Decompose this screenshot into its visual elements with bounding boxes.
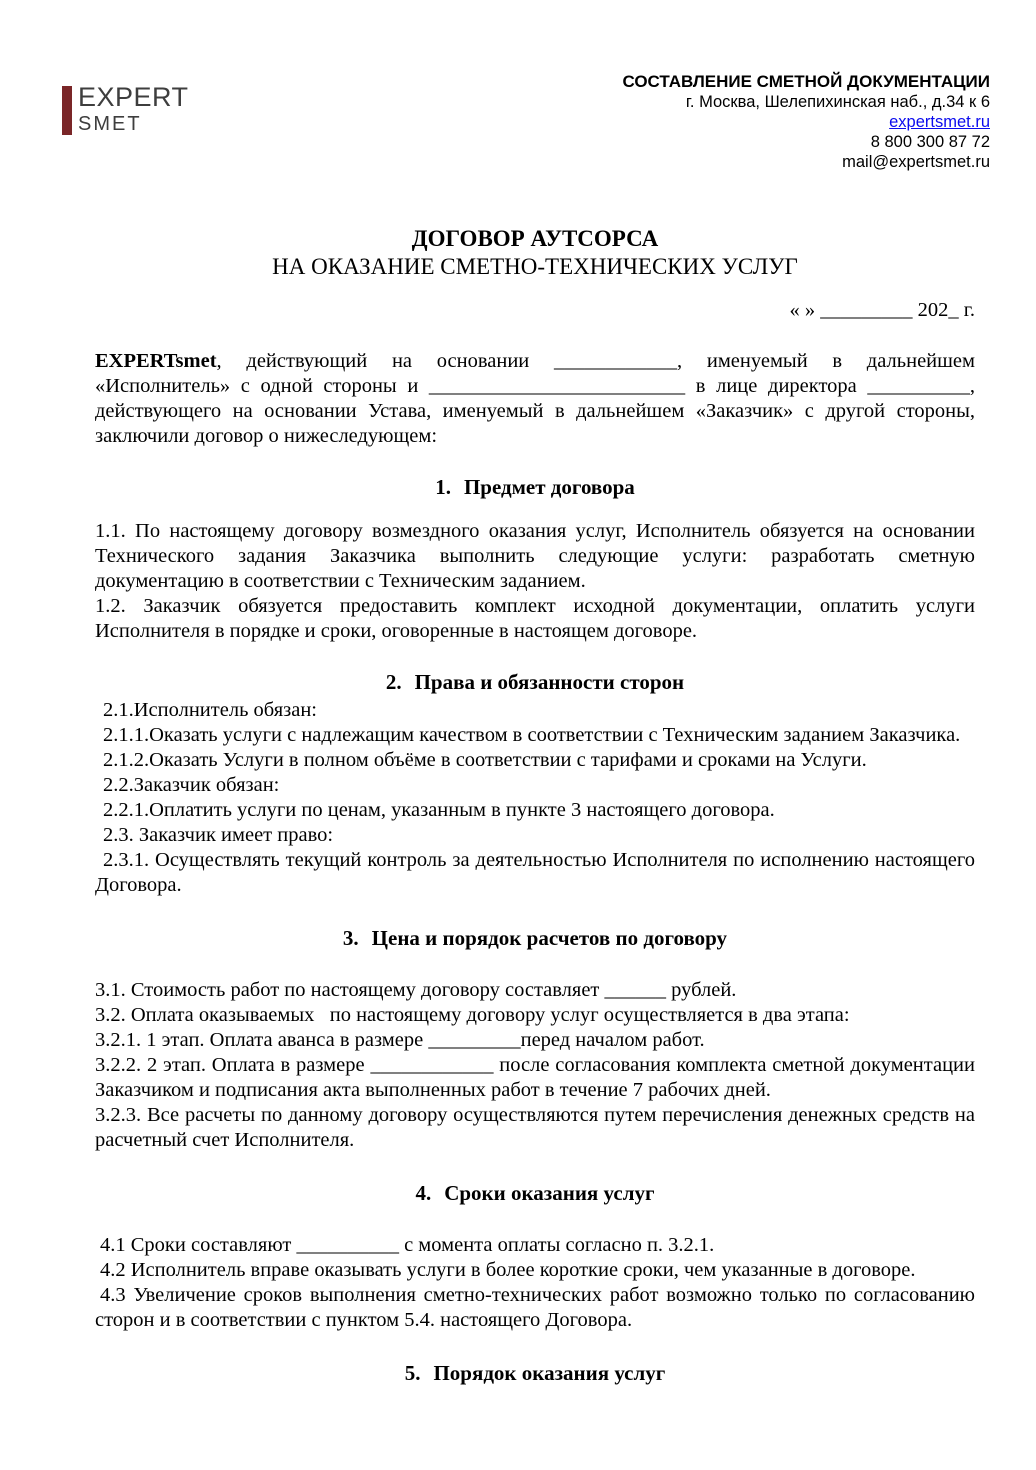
clause-2-3: 2.3. Заказчик имеет право:: [103, 824, 334, 846]
section-4-heading: [95, 1180, 975, 1206]
company-address: г. Москва, Шелепихинская наб., д.34 к 6: [685, 93, 990, 111]
section-2-number: 2.: [385, 670, 402, 694]
clause-2-1-2: 2.1.2.Оказать Услуги в полном объёме в соответствии с тарифами и сроками на Услуги.: [103, 749, 867, 771]
clause-3-2-1: 3.2.1. 1 этап. Оплата аванса в размере _________перед началом работ.: [95, 1029, 705, 1051]
section-1-title: Предмет договора: [463, 475, 635, 499]
date-line: « » _________ 202_ г.: [789, 299, 975, 321]
clause-2-2-1: 2.2.1.Оплатить услуги по ценам, указанным в пункте 3 настоящего договора.: [103, 799, 775, 821]
section-4-number: 4.: [415, 1181, 432, 1205]
section-3-heading: [95, 925, 975, 951]
section-4-title: Сроки оказания услуг: [444, 1181, 655, 1205]
phone-number: 8 800 300 87 72: [870, 133, 990, 151]
clause-4-1: 4.1 Сроки составляют __________ с момента оплаты согласно п. 3.2.1.: [100, 1234, 715, 1256]
logo-word-smet: SMET: [78, 113, 142, 135]
clause-2-3-1: 2.3.1. Осуществлять текущий контроль за деятельностью Исполнителя по исполнению настоящего Договора.: [95, 849, 975, 896]
company-tagline: СОСТАВЛЕНИЕ СМЕТНОЙ ДОКУМЕНТАЦИИ: [622, 72, 990, 91]
document-title-line1: ДОГОВОР АУТСОРСА: [411, 226, 659, 251]
clause-1-2: 1.2. Заказчик обязуется предоставить комплект исходной документации, оплатить услуги Исполнителя в порядке и сроки, оговоренные в настоящем договоре.: [95, 595, 975, 642]
clause-3-1: 3.1. Стоимость работ по настоящему договору составляет ______ рублей.: [95, 979, 737, 1001]
clause-3-2-2: 3.2.2. 2 этап. Оплата в размере ____________ после согласования комплекта сметной документации Заказчиком и подписания акта выполненных работ в течение 7 рабочих дней.: [95, 1054, 975, 1101]
clause-4-2: 4.2 Исполнитель вправе оказывать услуги в более короткие сроки, чем указанные в договоре.: [100, 1259, 916, 1281]
company-logo: [62, 84, 189, 135]
document-title-line2: НА ОКАЗАНИЕ СМЕТНО-ТЕХНИЧЕСКИХ УСЛУГ: [272, 254, 798, 279]
clause-1-1: 1.1. По настоящему договору возмездного оказания услуг, Исполнитель обязуется на основании Технического задания Заказчика выполнить следующие услуги: разработать сметную документацию в соответствии с Техническим заданием.: [95, 520, 975, 592]
letterhead: [0, 0, 1036, 225]
intro-paragraph: [95, 349, 975, 449]
section-3-title: Цена и порядок расчетов по договору: [371, 926, 728, 950]
section-2-title: Права и обязанности сторон: [414, 670, 685, 694]
section-1-heading: [95, 474, 975, 500]
logo-word-expert: EXPERT: [78, 82, 189, 112]
clause-2-1-1: 2.1.1.Оказать услуги с надлежащим качеством в соответствии с Техническим заданием Заказчика.: [103, 724, 961, 746]
clause-2-1: 2.1.Исполнитель обязан:: [103, 699, 317, 721]
section-1-number: 1.: [435, 475, 451, 499]
section-5-number: 5.: [404, 1361, 421, 1385]
clause-4-3: 4.3 Увеличение сроков выполнения сметно-технических работ возможно только по согласованию сторон и в соответствии с пунктом 5.4. настоящего Договора.: [95, 1284, 975, 1331]
section-5-heading: [95, 1360, 975, 1386]
clause-2-2: 2.2.Заказчик обязан:: [103, 774, 280, 796]
section-3-number: 3.: [342, 926, 359, 950]
section-2-heading: [95, 669, 975, 695]
contact-block: [622, 72, 990, 172]
document-title: [95, 225, 975, 281]
logo-text: [78, 84, 189, 134]
logo-accent-bar: [62, 86, 72, 135]
clause-3-2-3: 3.2.3. Все расчеты по данному договору осуществляются путем перечисления денежных средств на расчетный счет Исполнителя.: [95, 1104, 975, 1151]
clause-3-2: 3.2. Оплата оказываемых по настоящему договору услуг осуществляется в два этапа:: [95, 1004, 850, 1026]
section-5-title: Порядок оказания услуг: [433, 1361, 666, 1385]
contract-body: [0, 225, 1036, 1386]
website-link[interactable]: expertsmet.ru: [889, 113, 990, 131]
contractor-name: EXPERTsmet: [95, 350, 217, 372]
email-address: mail@expertsmet.ru: [842, 153, 990, 171]
intro-text: , действующий на основании ____________, именуемый в дальнейшем «Исполнитель» с одной стороны и _________________________ в лице директора __________, действующего на основании Устава, именуемый в дальнейшем «Заказчик» с другой стороны, заключили договор о нижеследующем:: [95, 350, 975, 447]
